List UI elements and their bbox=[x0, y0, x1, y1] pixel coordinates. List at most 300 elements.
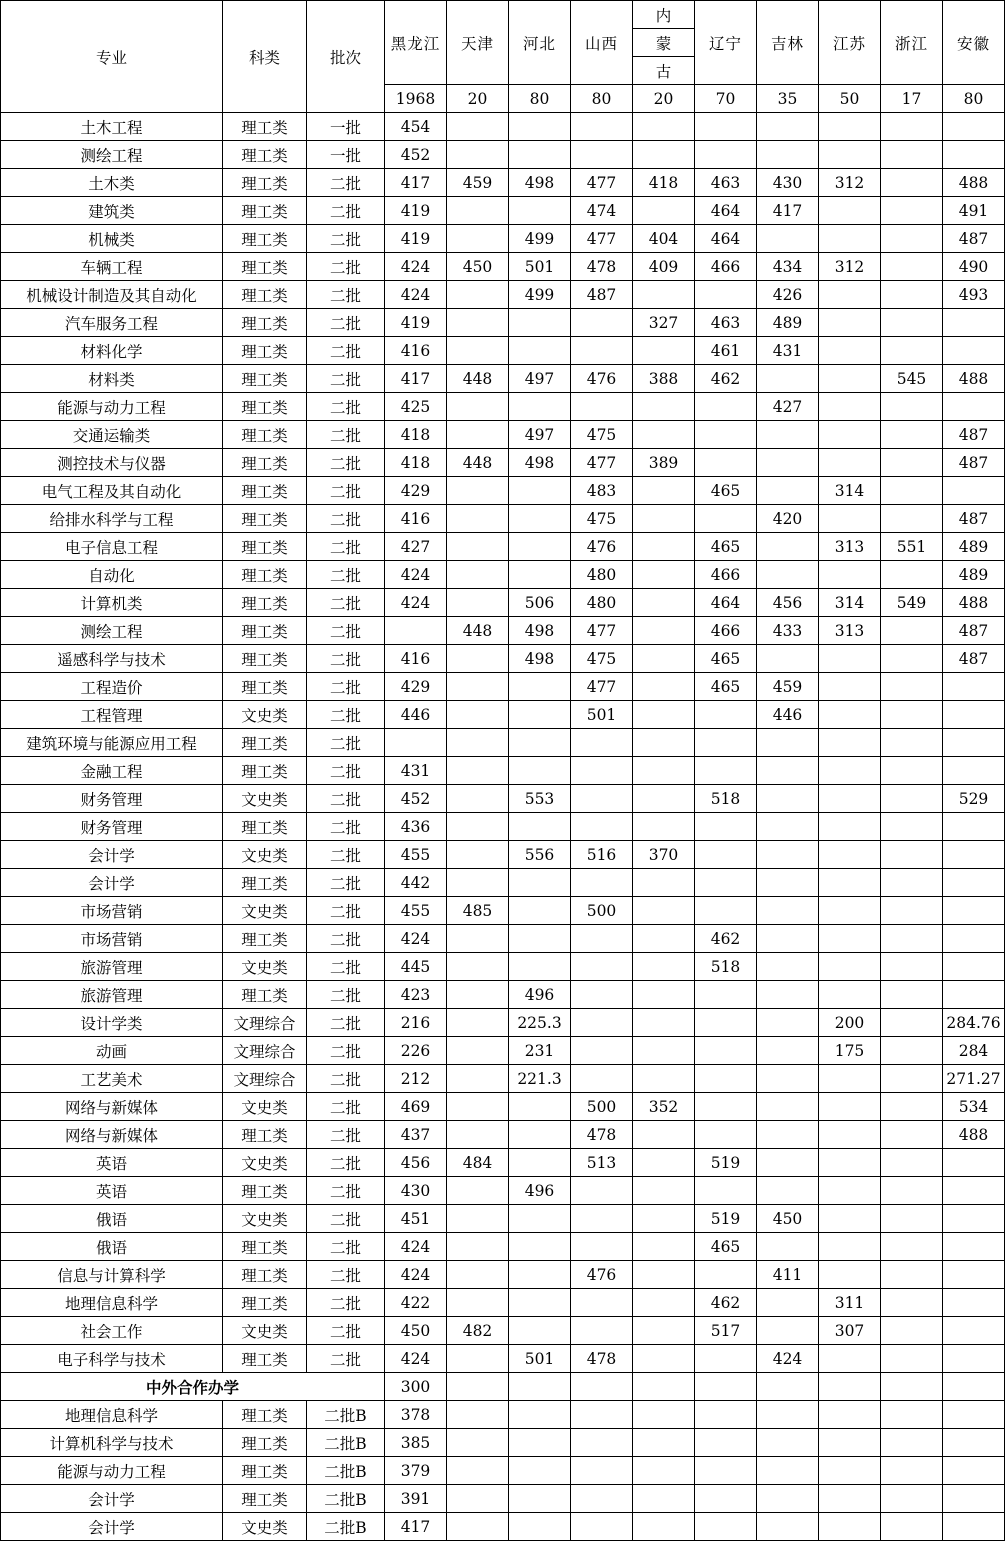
category-cell: 理工类 bbox=[223, 533, 307, 561]
major-cell: 机械设计制造及其自动化 bbox=[1, 281, 223, 309]
major-cell: 工艺美术 bbox=[1, 1065, 223, 1093]
score-cell: 498 bbox=[509, 645, 571, 673]
score-cell: 352 bbox=[633, 1093, 695, 1121]
table-row bbox=[1, 281, 1005, 309]
batch-cell: 二批 bbox=[307, 365, 385, 393]
score-cell bbox=[633, 1401, 695, 1429]
score-cell: 501 bbox=[571, 701, 633, 729]
score-cell: 427 bbox=[757, 393, 819, 421]
score-cell bbox=[509, 1457, 571, 1485]
category-cell: 理工类 bbox=[223, 589, 307, 617]
header-province: 吉林 bbox=[757, 1, 819, 85]
score-cell bbox=[447, 981, 509, 1009]
table-row bbox=[1, 1317, 1005, 1345]
score-cell bbox=[447, 421, 509, 449]
score-cell bbox=[571, 785, 633, 813]
score-cell bbox=[819, 561, 881, 589]
category-cell: 理工类 bbox=[223, 421, 307, 449]
score-cell bbox=[571, 1401, 633, 1429]
score-cell: 225.3 bbox=[509, 1009, 571, 1037]
score-cell bbox=[881, 1317, 943, 1345]
score-cell bbox=[943, 1401, 1005, 1429]
score-cell bbox=[881, 561, 943, 589]
score-cell bbox=[881, 505, 943, 533]
table-row bbox=[1, 1065, 1005, 1093]
score-cell bbox=[757, 813, 819, 841]
score-cell bbox=[881, 813, 943, 841]
score-cell bbox=[571, 1037, 633, 1065]
score-cell: 429 bbox=[385, 673, 447, 701]
score-cell bbox=[943, 1205, 1005, 1233]
category-cell: 文史类 bbox=[223, 701, 307, 729]
score-cell: 477 bbox=[571, 617, 633, 645]
score-cell bbox=[943, 141, 1005, 169]
table-row bbox=[1, 1177, 1005, 1205]
score-cell: 419 bbox=[385, 197, 447, 225]
score-cell bbox=[633, 141, 695, 169]
score-cell bbox=[447, 113, 509, 141]
empty-cell bbox=[695, 1373, 757, 1401]
score-cell: 311 bbox=[819, 1289, 881, 1317]
table-row bbox=[1, 1345, 1005, 1373]
score-cell bbox=[633, 869, 695, 897]
major-cell: 能源与动力工程 bbox=[1, 393, 223, 421]
major-cell: 土木工程 bbox=[1, 113, 223, 141]
batch-cell: 二批 bbox=[307, 337, 385, 365]
score-cell bbox=[509, 729, 571, 757]
score-cell bbox=[633, 1009, 695, 1037]
table-row bbox=[1, 393, 1005, 421]
score-cell bbox=[695, 1037, 757, 1065]
score-cell bbox=[881, 393, 943, 421]
score-cell: 420 bbox=[757, 505, 819, 533]
score-cell: 459 bbox=[447, 169, 509, 197]
major-cell: 网络与新媒体 bbox=[1, 1121, 223, 1149]
score-cell bbox=[819, 1429, 881, 1457]
major-cell: 测绘工程 bbox=[1, 617, 223, 645]
score-cell bbox=[447, 141, 509, 169]
score-cell: 424 bbox=[385, 1261, 447, 1289]
score-cell bbox=[695, 1121, 757, 1149]
major-cell: 计算机类 bbox=[1, 589, 223, 617]
major-cell: 旅游管理 bbox=[1, 981, 223, 1009]
score-cell bbox=[695, 1345, 757, 1373]
score-cell: 431 bbox=[385, 757, 447, 785]
major-cell: 财务管理 bbox=[1, 785, 223, 813]
score-cell bbox=[509, 1289, 571, 1317]
score-cell: 450 bbox=[757, 1205, 819, 1233]
batch-cell: 二批 bbox=[307, 617, 385, 645]
table-row bbox=[1, 841, 1005, 869]
score-cell: 417 bbox=[757, 197, 819, 225]
major-cell: 土木类 bbox=[1, 169, 223, 197]
score-cell bbox=[819, 1093, 881, 1121]
score-cell: 378 bbox=[385, 1401, 447, 1429]
score-cell bbox=[819, 645, 881, 673]
score-cell: 409 bbox=[633, 253, 695, 281]
header-province: 浙江 bbox=[881, 1, 943, 85]
batch-cell: 二批 bbox=[307, 253, 385, 281]
score-cell: 313 bbox=[819, 617, 881, 645]
score-cell bbox=[509, 393, 571, 421]
score-cell bbox=[881, 421, 943, 449]
category-cell: 理工类 bbox=[223, 1177, 307, 1205]
batch-cell: 二批 bbox=[307, 981, 385, 1009]
score-cell bbox=[509, 477, 571, 505]
score-cell bbox=[757, 449, 819, 477]
score-cell bbox=[819, 1513, 881, 1541]
score-cell bbox=[695, 113, 757, 141]
score-cell bbox=[757, 1009, 819, 1037]
score-cell: 455 bbox=[385, 841, 447, 869]
category-cell: 理工类 bbox=[223, 225, 307, 253]
score-cell bbox=[633, 1345, 695, 1373]
score-cell bbox=[757, 477, 819, 505]
score-cell bbox=[633, 1205, 695, 1233]
score-cell: 490 bbox=[943, 253, 1005, 281]
major-cell: 建筑环境与能源应用工程 bbox=[1, 729, 223, 757]
header-province-neimenggu-char3: 古 bbox=[633, 57, 695, 85]
score-cell bbox=[571, 1457, 633, 1485]
score-cell bbox=[509, 1093, 571, 1121]
score-cell bbox=[447, 589, 509, 617]
score-cell: 477 bbox=[571, 169, 633, 197]
category-cell: 理工类 bbox=[223, 449, 307, 477]
score-cell bbox=[757, 785, 819, 813]
score-cell bbox=[819, 309, 881, 337]
score-cell: 200 bbox=[819, 1009, 881, 1037]
score-cell bbox=[633, 1261, 695, 1289]
score-cell: 493 bbox=[943, 281, 1005, 309]
score-cell bbox=[819, 113, 881, 141]
category-cell: 文史类 bbox=[223, 1205, 307, 1233]
score-cell: 431 bbox=[757, 337, 819, 365]
header-quota: 20 bbox=[633, 85, 695, 113]
batch-cell: 二批 bbox=[307, 393, 385, 421]
score-cell: 489 bbox=[943, 561, 1005, 589]
score-cell bbox=[757, 421, 819, 449]
score-cell bbox=[757, 365, 819, 393]
score-cell: 455 bbox=[385, 897, 447, 925]
score-cell bbox=[633, 785, 695, 813]
table-row bbox=[1, 365, 1005, 393]
major-cell: 英语 bbox=[1, 1177, 223, 1205]
score-cell bbox=[633, 561, 695, 589]
score-cell: 423 bbox=[385, 981, 447, 1009]
score-cell: 465 bbox=[695, 673, 757, 701]
score-cell: 474 bbox=[571, 197, 633, 225]
score-cell bbox=[881, 337, 943, 365]
score-cell: 496 bbox=[509, 981, 571, 1009]
score-cell: 480 bbox=[571, 561, 633, 589]
score-cell bbox=[757, 1093, 819, 1121]
score-cell bbox=[819, 393, 881, 421]
score-cell: 416 bbox=[385, 505, 447, 533]
score-cell bbox=[881, 645, 943, 673]
score-cell bbox=[757, 1485, 819, 1513]
empty-cell bbox=[881, 1373, 943, 1401]
score-cell bbox=[819, 869, 881, 897]
major-cell: 工程造价 bbox=[1, 673, 223, 701]
batch-cell: 二批 bbox=[307, 197, 385, 225]
score-cell: 411 bbox=[757, 1261, 819, 1289]
score-cell bbox=[571, 757, 633, 785]
score-cell bbox=[819, 1457, 881, 1485]
score-cell bbox=[943, 1345, 1005, 1373]
score-cell: 475 bbox=[571, 505, 633, 533]
score-cell bbox=[881, 477, 943, 505]
score-cell bbox=[881, 1009, 943, 1037]
score-cell bbox=[633, 589, 695, 617]
score-cell: 451 bbox=[385, 1205, 447, 1233]
major-cell: 网络与新媒体 bbox=[1, 1093, 223, 1121]
score-cell: 314 bbox=[819, 589, 881, 617]
score-cell bbox=[881, 141, 943, 169]
score-cell: 517 bbox=[695, 1317, 757, 1345]
table-row bbox=[1, 197, 1005, 225]
batch-cell: 二批 bbox=[307, 1233, 385, 1261]
score-cell: 488 bbox=[943, 169, 1005, 197]
category-cell: 文史类 bbox=[223, 1149, 307, 1177]
score-cell bbox=[943, 1485, 1005, 1513]
score-cell: 429 bbox=[385, 477, 447, 505]
score-cell: 450 bbox=[447, 253, 509, 281]
table-row bbox=[1, 1233, 1005, 1261]
score-cell bbox=[571, 729, 633, 757]
header-quota: 1968 bbox=[385, 85, 447, 113]
score-cell: 175 bbox=[819, 1037, 881, 1065]
score-cell bbox=[881, 1457, 943, 1485]
score-cell bbox=[695, 1457, 757, 1485]
batch-cell: 二批 bbox=[307, 701, 385, 729]
score-cell: 488 bbox=[943, 365, 1005, 393]
score-cell: 483 bbox=[571, 477, 633, 505]
score-cell bbox=[447, 673, 509, 701]
batch-cell: 二批 bbox=[307, 1317, 385, 1345]
score-cell: 475 bbox=[571, 645, 633, 673]
score-cell bbox=[757, 1065, 819, 1093]
empty-cell bbox=[447, 1373, 509, 1401]
table-row bbox=[1, 253, 1005, 281]
score-cell bbox=[819, 449, 881, 477]
header-batch: 批次 bbox=[307, 1, 385, 113]
score-cell bbox=[881, 113, 943, 141]
table-row bbox=[1, 953, 1005, 981]
score-cell: 478 bbox=[571, 1345, 633, 1373]
category-cell: 理工类 bbox=[223, 393, 307, 421]
score-cell bbox=[695, 981, 757, 1009]
score-cell bbox=[571, 1205, 633, 1233]
category-cell: 文史类 bbox=[223, 1093, 307, 1121]
score-cell: 466 bbox=[695, 253, 757, 281]
major-cell: 电气工程及其自动化 bbox=[1, 477, 223, 505]
score-cell bbox=[757, 1513, 819, 1541]
score-cell bbox=[881, 281, 943, 309]
category-cell: 理工类 bbox=[223, 1401, 307, 1429]
score-cell: 478 bbox=[571, 253, 633, 281]
score-cell bbox=[881, 1233, 943, 1261]
score-cell bbox=[819, 365, 881, 393]
score-cell: 417 bbox=[385, 1513, 447, 1541]
score-cell: 422 bbox=[385, 1289, 447, 1317]
score-cell bbox=[447, 701, 509, 729]
header-quota: 70 bbox=[695, 85, 757, 113]
score-cell bbox=[757, 1289, 819, 1317]
score-cell: 307 bbox=[819, 1317, 881, 1345]
score-cell bbox=[447, 953, 509, 981]
score-cell bbox=[447, 1289, 509, 1317]
score-cell bbox=[447, 841, 509, 869]
score-cell: 448 bbox=[447, 449, 509, 477]
batch-cell: 二批 bbox=[307, 1009, 385, 1037]
major-cell: 旅游管理 bbox=[1, 953, 223, 981]
table-row bbox=[1, 561, 1005, 589]
score-cell: 487 bbox=[943, 617, 1005, 645]
major-cell: 市场营销 bbox=[1, 897, 223, 925]
table-row bbox=[1, 645, 1005, 673]
score-cell: 476 bbox=[571, 1261, 633, 1289]
header-quota: 20 bbox=[447, 85, 509, 113]
score-cell: 549 bbox=[881, 589, 943, 617]
category-cell: 文史类 bbox=[223, 785, 307, 813]
major-cell: 财务管理 bbox=[1, 813, 223, 841]
score-cell bbox=[819, 1485, 881, 1513]
batch-cell: 二批 bbox=[307, 1345, 385, 1373]
score-cell bbox=[943, 1457, 1005, 1485]
score-cell bbox=[757, 645, 819, 673]
score-cell bbox=[447, 1205, 509, 1233]
score-cell: 446 bbox=[385, 701, 447, 729]
major-cell: 测绘工程 bbox=[1, 141, 223, 169]
header-province: 安徽 bbox=[943, 1, 1005, 85]
score-cell bbox=[943, 1261, 1005, 1289]
batch-cell: 二批B bbox=[307, 1401, 385, 1429]
score-cell: 314 bbox=[819, 477, 881, 505]
score-cell: 445 bbox=[385, 953, 447, 981]
score-cell: 419 bbox=[385, 309, 447, 337]
table-row bbox=[1, 449, 1005, 477]
score-cell: 465 bbox=[695, 477, 757, 505]
score-cell bbox=[571, 925, 633, 953]
score-cell bbox=[695, 701, 757, 729]
category-cell: 理工类 bbox=[223, 197, 307, 225]
table-row bbox=[1, 897, 1005, 925]
score-cell bbox=[757, 533, 819, 561]
score-cell bbox=[943, 1513, 1005, 1541]
score-cell bbox=[695, 729, 757, 757]
batch-cell: 二批 bbox=[307, 757, 385, 785]
score-cell bbox=[509, 505, 571, 533]
score-cell: 424 bbox=[385, 561, 447, 589]
category-cell: 理工类 bbox=[223, 1289, 307, 1317]
score-cell bbox=[881, 1261, 943, 1289]
score-cell: 556 bbox=[509, 841, 571, 869]
table-row bbox=[1, 1149, 1005, 1177]
score-cell: 518 bbox=[695, 785, 757, 813]
table-row bbox=[1, 421, 1005, 449]
score-cell bbox=[447, 505, 509, 533]
score-cell bbox=[571, 813, 633, 841]
category-cell: 理工类 bbox=[223, 561, 307, 589]
batch-cell: 二批 bbox=[307, 1065, 385, 1093]
category-cell: 理工类 bbox=[223, 981, 307, 1009]
score-cell bbox=[881, 225, 943, 253]
score-cell bbox=[447, 1457, 509, 1485]
score-cell bbox=[881, 169, 943, 197]
score-cell: 434 bbox=[757, 253, 819, 281]
score-cell bbox=[943, 841, 1005, 869]
score-cell: 488 bbox=[943, 1121, 1005, 1149]
score-cell bbox=[819, 729, 881, 757]
score-cell bbox=[695, 1065, 757, 1093]
score-cell: 465 bbox=[695, 533, 757, 561]
score-cell bbox=[943, 113, 1005, 141]
score-cell bbox=[509, 1513, 571, 1541]
table-row bbox=[1, 533, 1005, 561]
batch-cell: 二批 bbox=[307, 1121, 385, 1149]
score-cell bbox=[819, 1177, 881, 1205]
table-row bbox=[1, 673, 1005, 701]
table-row bbox=[1, 1093, 1005, 1121]
score-cell bbox=[447, 1485, 509, 1513]
table-row bbox=[1, 141, 1005, 169]
batch-cell: 二批B bbox=[307, 1457, 385, 1485]
category-cell: 理工类 bbox=[223, 253, 307, 281]
score-cell bbox=[633, 1317, 695, 1345]
score-cell bbox=[757, 757, 819, 785]
batch-cell: 二批 bbox=[307, 1205, 385, 1233]
category-cell: 理工类 bbox=[223, 757, 307, 785]
score-cell bbox=[509, 925, 571, 953]
score-cell bbox=[571, 981, 633, 1009]
table-row bbox=[1, 225, 1005, 253]
score-cell bbox=[571, 337, 633, 365]
score-cell bbox=[571, 1233, 633, 1261]
score-cell bbox=[819, 785, 881, 813]
score-cell bbox=[881, 1485, 943, 1513]
score-cell bbox=[509, 533, 571, 561]
score-cell: 489 bbox=[757, 309, 819, 337]
score-cell: 424 bbox=[385, 589, 447, 617]
score-cell bbox=[819, 925, 881, 953]
header-quota: 17 bbox=[881, 85, 943, 113]
score-cell bbox=[943, 869, 1005, 897]
score-cell: 327 bbox=[633, 309, 695, 337]
score-cell bbox=[881, 757, 943, 785]
section-title: 中外合作办学 bbox=[1, 1373, 385, 1401]
table-row bbox=[1, 729, 1005, 757]
category-cell: 理工类 bbox=[223, 813, 307, 841]
score-cell: 446 bbox=[757, 701, 819, 729]
score-cell bbox=[509, 1121, 571, 1149]
score-cell: 231 bbox=[509, 1037, 571, 1065]
score-cell bbox=[633, 813, 695, 841]
score-cell: 475 bbox=[571, 421, 633, 449]
score-cell: 417 bbox=[385, 169, 447, 197]
table-row bbox=[1, 169, 1005, 197]
table-row bbox=[1, 1261, 1005, 1289]
score-cell bbox=[447, 645, 509, 673]
score-cell: 516 bbox=[571, 841, 633, 869]
score-cell bbox=[881, 1429, 943, 1457]
score-cell bbox=[571, 1429, 633, 1457]
score-cell bbox=[819, 841, 881, 869]
table-row bbox=[1, 617, 1005, 645]
table-row bbox=[1, 1457, 1005, 1485]
major-cell: 测控技术与仪器 bbox=[1, 449, 223, 477]
score-cell bbox=[633, 757, 695, 785]
score-cell bbox=[509, 309, 571, 337]
